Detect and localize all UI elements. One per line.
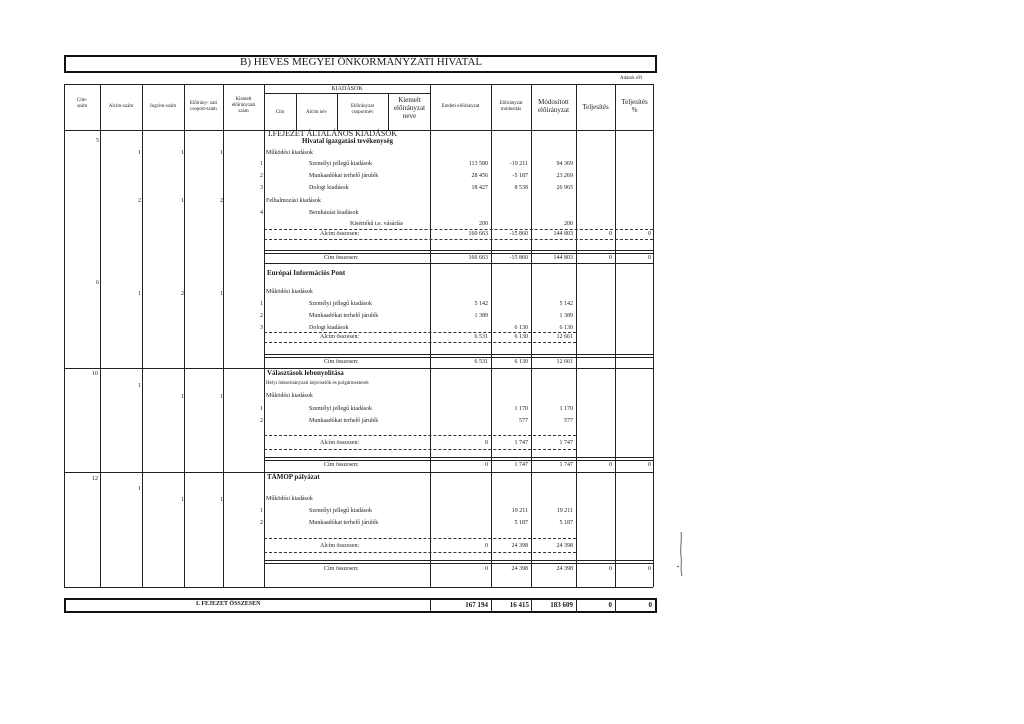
document-title: B) HEVES MEGYEI ÖNKORMÁNYZATI HIVATAL	[240, 56, 483, 68]
col-line-3	[184, 84, 185, 587]
dashed-line	[264, 538, 576, 539]
value-modositott: 6 130	[559, 325, 573, 331]
row-label: Munkaadókat terhelő járulék	[309, 313, 379, 319]
value-modositott: 5 187	[559, 520, 573, 526]
cim-total-label: Cím összesen:	[324, 359, 359, 365]
section-title: Európai Információs Pont	[267, 269, 346, 277]
row-label: Munkaadókat terhelő járulék	[309, 520, 379, 526]
units-note: Adatok eFt	[620, 76, 643, 81]
alcim-number: 1	[138, 486, 141, 492]
kiemelt-number: 1	[260, 301, 263, 307]
value-eredeti: 5 142	[474, 301, 488, 307]
double-line	[264, 250, 653, 254]
value-modositas: 24 398	[511, 543, 528, 549]
header-jogcim-szam: Jogcím-szám	[149, 104, 177, 109]
section-divider-10	[64, 368, 653, 369]
value-modositas: 1 170	[514, 406, 528, 412]
row-label: Működési kiadások	[266, 289, 313, 295]
value-modositas: 8 538	[514, 185, 528, 191]
value-eredeti: 113 580	[468, 161, 488, 167]
col-line-0	[64, 84, 65, 587]
row-label: Személyi jellegű kiadások	[309, 161, 372, 167]
chapter-total-label: I. FEJEZET ÖSSZESEN	[196, 601, 261, 607]
value-modositas: 19 211	[511, 508, 528, 514]
value-modositas: 5 187	[514, 520, 528, 526]
jogcim-number: 1	[181, 394, 184, 400]
alcim-number: 1	[138, 150, 141, 156]
value-teljesites: 0	[609, 462, 612, 468]
value-modositas: 577	[519, 418, 528, 424]
kiemelt-number: 3	[260, 325, 263, 331]
value-modositott: 23 269	[556, 173, 573, 179]
table-top-border	[64, 84, 653, 85]
dashed-line	[264, 342, 576, 343]
dashed-line	[264, 552, 576, 553]
csoport-number: 1	[220, 394, 223, 400]
value-eredeti: 28 456	[471, 173, 488, 179]
value-eredeti: 0	[485, 440, 488, 446]
value-teljesites-pct: 0	[648, 231, 651, 237]
section-title: Hivatal igazgatási tevékenység	[302, 137, 393, 145]
alcim-total-label: Alcím összesen:	[320, 543, 360, 549]
value-teljesites-pct: 0	[648, 462, 651, 468]
row-label: Munkaadókat terhelő járulék	[309, 418, 379, 424]
header-eloiranyzat-modositas: Előirányzat módosítás	[499, 101, 523, 112]
value-modositas: 6 130	[514, 325, 528, 331]
chapter-total-modositas: 16 415	[509, 601, 529, 609]
value-teljesites-pct: 0	[648, 566, 651, 572]
value-modositott: 1 389	[559, 313, 573, 319]
row-label: Munkaadókat terhelő járulék	[309, 173, 379, 179]
dashed-line	[264, 332, 576, 333]
section-subtitle: Helyi önkormányzati képviselők és polgármesterek	[266, 381, 369, 386]
header-eredeti-eloiranyzat: Eredeti előirányzat	[441, 104, 480, 109]
chapter-title: I.FEJEZET ÁLTALÁNOS KIADÁSOK	[268, 129, 397, 138]
row-label: Beruházási kiadások	[309, 210, 359, 216]
kiadasok-underline	[264, 93, 430, 94]
cim-number: 6	[96, 280, 99, 286]
value-eredeti: 18 427	[471, 185, 488, 191]
value-modositott: 577	[564, 418, 573, 424]
row-label: Működési kiadások	[266, 393, 313, 399]
value-modositas: -15 860	[509, 255, 528, 261]
cim-total-label: Cím összesen:	[324, 255, 359, 261]
value-modositott: 5 142	[559, 301, 573, 307]
value-modositott: 19 211	[556, 508, 573, 514]
alcim-total-label: Alcím összesen:	[320, 334, 360, 340]
value-eredeti: 6 531	[474, 334, 488, 340]
kiemelt-number: 1	[260, 406, 263, 412]
alcim-total-label: Alcím összesen:	[320, 440, 360, 446]
section-divider-12	[64, 472, 653, 473]
kiemelt-number: 2	[260, 418, 263, 424]
header-teljesites-pct: Teljesítés %	[621, 98, 648, 114]
kiemelt-number: 2	[260, 173, 263, 179]
value-eredeti: 160 663	[468, 255, 488, 261]
double-line	[264, 354, 653, 358]
value-modositas: 6 130	[514, 334, 528, 340]
section-title: TÁMOP pályázat	[267, 473, 320, 481]
row-label: Felhalmozási kiadások	[266, 198, 321, 204]
double-line	[264, 560, 653, 564]
value-modositas: 1 747	[514, 440, 528, 446]
header-eloiranyzat-csoportnev: Előirányzat csoportnév	[350, 104, 375, 115]
value-modositas: 1 747	[514, 462, 528, 468]
col-line-11	[653, 84, 654, 587]
value-eredeti: 0	[485, 462, 488, 468]
cim-total-label: Cím összesen:	[324, 462, 359, 468]
value-modositas: -5 187	[512, 173, 528, 179]
double-line	[264, 457, 653, 461]
table-bottom-border	[64, 587, 653, 588]
value-modositas: 6 130	[514, 359, 528, 365]
value-eredeti: 200	[479, 221, 488, 227]
col-line-6	[430, 84, 431, 587]
kiemelt-number: 2	[260, 520, 263, 526]
header-modositott-eloiranyzat: Módosított előirányzat	[537, 98, 570, 114]
cim-number: 5	[96, 138, 99, 144]
pen-mark-icon	[677, 530, 685, 578]
value-teljesites: 0	[609, 231, 612, 237]
csoport-number: 1	[220, 150, 223, 156]
jogcim-number: 1	[181, 497, 184, 503]
row-label: Dologi kiadások	[309, 325, 349, 331]
col-line-10	[615, 84, 616, 587]
header-kiadasok: KIADÁSOK	[331, 86, 363, 92]
row-label: Személyi jellegű kiadások	[309, 301, 372, 307]
chapter-total-modositott: 183 609	[550, 601, 573, 609]
col-line-4	[223, 84, 224, 587]
document-title-box	[64, 55, 657, 73]
value-teljesites: 0	[609, 255, 612, 261]
col-line-9	[576, 84, 577, 587]
dashed-line	[264, 239, 653, 240]
header-cim: Cím	[275, 110, 285, 115]
chapter-total-eredeti: 167 194	[465, 601, 488, 609]
chapter-total-teljesites: 0	[608, 601, 612, 609]
value-modositas: 24 398	[511, 566, 528, 572]
value-eredeti: 1 389	[474, 313, 488, 319]
kiemelt-number: 2	[260, 313, 263, 319]
col-line-1	[100, 84, 101, 587]
row-label: Kisértékű t.e. vásárlás	[350, 221, 403, 227]
row-underline	[264, 263, 653, 264]
dashed-line	[264, 229, 653, 230]
value-modositott: 200	[564, 221, 573, 227]
value-modositott: 24 398	[556, 543, 573, 549]
kiemelt-number: 3	[260, 185, 263, 191]
value-teljesites-pct: 0	[648, 255, 651, 261]
chapter-total-box	[64, 598, 657, 613]
value-modositas: -19 211	[509, 161, 528, 167]
alcim-number: 1	[138, 291, 141, 297]
header-alcim-szam: Alcím-szám	[108, 104, 134, 109]
cim-number: 12	[92, 476, 98, 482]
value-modositott: 1 747	[559, 462, 573, 468]
value-eredeti: 160 663	[468, 231, 488, 237]
value-eredeti: 6 531	[474, 359, 488, 365]
kiemelt-number: 1	[260, 161, 263, 167]
kiemelt-number: 4	[260, 210, 263, 216]
row-label: Működési kiadások	[266, 150, 313, 156]
dashed-line	[264, 449, 576, 450]
row-label: Dologi kiadások	[309, 185, 349, 191]
row-label: Személyi jellegű kiadások	[309, 508, 372, 514]
value-eredeti: 0	[485, 543, 488, 549]
value-teljesites: 0	[609, 566, 612, 572]
value-modositott: 12 661	[556, 359, 573, 365]
value-modositott: 144 803	[553, 231, 573, 237]
header-alcim-nev: Alcím név	[306, 110, 327, 115]
col-line-5	[264, 84, 265, 587]
value-modositott: 94 369	[556, 161, 573, 167]
row-label: Működési kiadások	[266, 496, 313, 502]
value-eredeti: 0	[485, 566, 488, 572]
header-teljesites: Teljesítés	[582, 103, 609, 111]
header-eloiranyzat-csoport-szam: Előirány- zati csoport-szám	[189, 101, 218, 112]
jogcim-number: 1	[181, 150, 184, 156]
value-modositott: 24 398	[556, 566, 573, 572]
header-cim-szam: Cím- szám	[76, 98, 88, 109]
header-kiemelt-eloiranyzat-neve: Kiemelt előirányzat neve	[393, 96, 426, 120]
jogcim-number: 2	[181, 291, 184, 297]
csoport-number: 1	[220, 497, 223, 503]
section-title: Választások lebonyolítása	[267, 369, 344, 377]
value-modositott: 26 965	[556, 185, 573, 191]
col-line-8	[531, 84, 532, 587]
header-kiemelt-eloiranyzati-szam: Kiemelt előirányzati szám	[231, 97, 256, 114]
jogcim-number: 1	[181, 198, 184, 204]
col-line-2	[142, 84, 143, 587]
row-label: Személyi jellegű kiadások	[309, 406, 372, 412]
value-modositas: -15 860	[509, 231, 528, 237]
alcim-number: 2	[138, 198, 141, 204]
alcim-total-label: Alcím összesen:	[320, 231, 360, 237]
footer-divider	[430, 600, 431, 611]
chapter-total-teljesites-pct: 0	[648, 601, 652, 609]
alcim-number: 1	[138, 383, 141, 389]
cim-total-label: Cím összesen:	[324, 566, 359, 572]
cim-number: 10	[92, 371, 98, 377]
kiemelt-number: 1	[260, 508, 263, 514]
value-modositott: 144 803	[553, 255, 573, 261]
value-modositott: 1 747	[559, 440, 573, 446]
csoport-number: 1	[220, 291, 223, 297]
dashed-line	[264, 435, 576, 436]
value-modositott: 1 170	[559, 406, 573, 412]
csoport-number: 2	[220, 198, 223, 204]
value-modositott: 12 661	[556, 334, 573, 340]
